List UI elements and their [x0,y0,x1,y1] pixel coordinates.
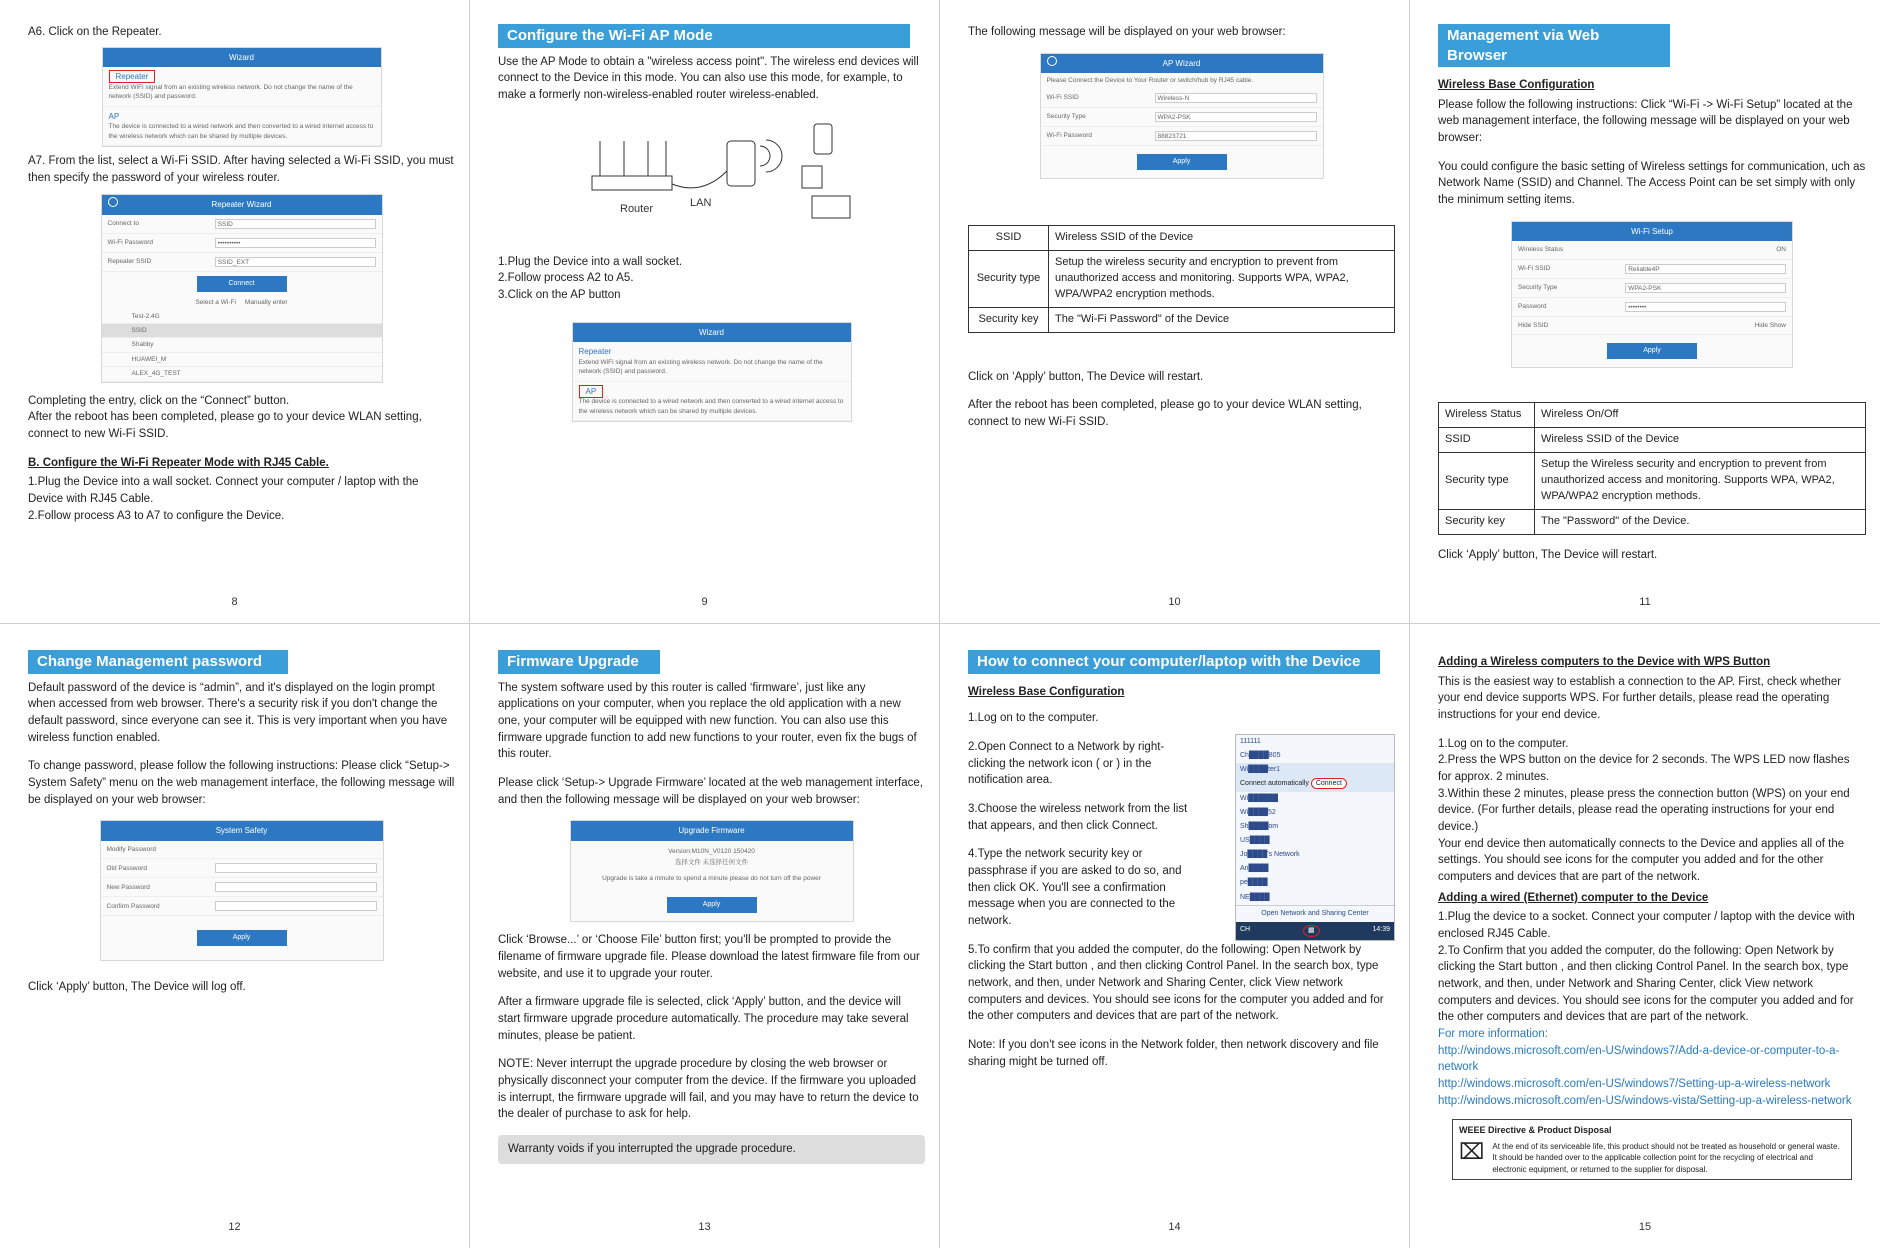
apply-button[interactable]: Apply [197,930,287,946]
table-row [1439,509,1866,534]
clock: 14:39 [1372,925,1390,933]
firmware-version: Version:M10N_V0120 150420 [668,847,755,855]
wifi-password-field[interactable]: •••••••••• [215,238,376,248]
settings-table [968,225,1395,333]
wifi-password-field[interactable]: 88823721 [1155,131,1317,141]
wizard-title: Wizard [103,48,381,68]
network-item[interactable]: pe████ [1240,879,1268,887]
password-field[interactable]: •••••••• [1625,302,1786,312]
old-password-field[interactable] [215,863,377,873]
repeater-wizard-title: Repeater Wizard [211,200,272,210]
field-label: Repeater SSID [107,258,152,266]
repeater-wizard-screenshot [101,194,383,382]
connect-button[interactable]: Connect [197,276,287,292]
ap-mode-diagram [562,116,862,226]
table-value: Wireless SSID of the Device [1535,428,1866,453]
network-item[interactable]: US████ [1240,836,1270,844]
lan-label: LAN [689,196,711,209]
wireless-toggle[interactable]: ON [1776,246,1786,254]
after-text: After a firmware upgrade file is selected, click ‘Apply’ button, and the device will start firmware upgrade procedure automatically. The procedure may take several minutes, please be patient. [498,996,909,1042]
intro-text: The system software used by this router is called ‘firmware’, just like any applications on your computer, when you replace the old application with a new one, your computer will be equipped with new function. You can also use this firmware upgrade function to add new functions to your router, even fix the bugs of this router. [498,681,917,761]
select-wifi-radio[interactable]: Select a Wi-Fi [195,299,236,307]
repeater-desc: Extend WiFi signal from an existing wireless network. Do not change the name of the network (SSID) and password. [578,358,823,376]
reboot-text: After the reboot has been completed, please go to your device WLAN setting, connect to new Wi-Fi SSID. [28,411,422,441]
network-item[interactable]: Jo████'s Network [1240,851,1300,859]
warranty-box: Warranty voids if you interrupted the upgrade procedure. [498,1135,925,1164]
repeater-option[interactable]: Repeater [578,347,612,357]
page-number: 8 [231,596,238,609]
network-tray-icon[interactable]: ▦ [1303,925,1320,937]
field-label: Connect to [107,220,139,228]
help-link[interactable]: http://windows.microsoft.com/en-US/windows7/Add-a-device-or-computer-to-a-network [1438,1044,1840,1074]
page-13 [470,624,940,1248]
wps-heading: Adding a Wireless computers to the Device with WPS Button [1438,656,1771,668]
more-info-label: For more information: [1438,1028,1548,1041]
browse-text: Click ‘Browse...’ or ‘Choose File’ button first; you'll be prompted to provide the filename of firmware upgrade file. Please download the latest firmware file from our website, and use it to upgrade your router. [498,934,920,980]
list-item[interactable]: ALEX_4G_TEST [102,367,382,381]
connect-text: Completing the entry, click on the “Connect” button. [28,394,290,407]
ap-wizard-screenshot [1040,53,1324,179]
ap-option[interactable]: AP [579,385,604,398]
back-icon[interactable] [1047,56,1057,66]
intro-text: Please follow the following instructions: Click “Wi-Fi -> Wi-Fi Setup” located at the web management interface, the following message will be displayed on your web browser: [1438,98,1853,145]
system-safety-title: System Safety [101,821,383,841]
table-key: SSID [1439,428,1535,453]
list-item[interactable]: SSID [102,324,382,338]
wifi-setup-title: Wi-Fi Setup [1512,222,1792,242]
step-1: 1.Log on to the computer. [968,712,1099,725]
page-9 [470,0,940,624]
page-15 [1410,624,1880,1248]
field-label: Wi-Fi SSID [1046,93,1079,101]
apply-text: Click on ‘Apply’ button, The Device will restart. [968,370,1204,383]
connect-button[interactable]: Connect [1311,778,1347,789]
page-14 [940,624,1410,1248]
ap-wizard-title: AP Wizard [1162,58,1201,68]
help-link[interactable]: http://windows.microsoft.com/en-US/windows7/Setting-up-a-wireless-network [1438,1078,1831,1091]
field-label: Password [1518,303,1547,310]
wizard-screenshot [572,322,852,422]
wifi-ssid-field[interactable]: Wireless-N [1155,93,1317,103]
network-item[interactable]: 111111 [1240,738,1261,745]
note-text: NOTE: Never interrupt the upgrade procedure by closing the web browser or physically disconnect your computer from the device. If the firmware you uploaded is interrupt, the firmware upgrade will fail, and you may have to return the device to the dealer of purchase to ask for help. [498,1058,919,1121]
back-icon[interactable] [108,197,118,207]
step-2: 2.Follow process A2 to A5. [498,272,634,285]
field-label: Security Type [1518,284,1558,291]
table-row [1439,428,1866,453]
table-value: Wireless On/Off [1535,403,1866,428]
table-row [969,250,1395,307]
section-title: Management via Web Browser [1438,24,1670,67]
manual-enter-radio[interactable]: Manually enter [244,299,288,307]
intro-text: This is the easiest way to establish a connection to the AP. First, check whether your end device supports WPS. For further details, please read the operating instructions for your end device. [1438,675,1842,722]
ap-desc: The device is connected to a wired network and then converted to a wired internet access to the wireless network which can be shared by multiple devices. [108,123,374,140]
list-item[interactable]: Shabby [102,338,382,352]
step-3: 3.Click on the AP button [498,288,621,301]
field-label: Wireless Status [1518,246,1564,254]
table-key: Security type [969,250,1049,307]
network-item[interactable]: An████ [1240,865,1269,873]
page-8 [0,0,470,624]
network-item[interactable]: Wi██████ [1240,794,1278,802]
page-10 [940,0,1410,624]
page-number: 12 [228,1221,241,1234]
section-title: How to connect your computer/laptop with the Device [968,650,1380,674]
apply-text: Click ‘Apply’ button, The Device will restart. [1438,548,1658,561]
field-label: Wi-Fi Password [1046,131,1093,139]
upgrade-firmware-title: Upgrade Firmware [571,821,853,841]
network-list-popup [1235,734,1395,941]
table-row [1439,403,1866,428]
intro-text: Default password of the device is “admin”, and it's displayed on the login prompt when accessed from web browser. There's a security risk if you don't change the default password, since everyone can see it. This is very important when you have wireless function enabled. [28,681,448,744]
settings-table [1438,402,1866,535]
apply-button[interactable]: Apply [1137,154,1227,170]
choose-file-button[interactable]: 选择文件 未选择任何文件 [674,859,749,867]
field-label: Old Password [106,864,147,872]
table-value: Setup the Wireless security and encryption to prevent from unauthorized access and monitoring. Supports WPA, WPA2, WPA/WPA2 encryption methods. [1535,453,1866,510]
table-key: Security type [1439,453,1535,510]
apply-text: Click ‘Apply’ button, The Device will log off. [28,981,246,994]
table-row [969,307,1395,332]
recycle-bin-icon: ⌧ [1459,1138,1485,1164]
step-b1: 1.Plug the Device into a wall socket. Connect your computer / laptop with the Device with RJ45 Cable. [28,476,419,506]
step-4: 4.Type the network security key or passphrase if you are asked to do so, and then click OK. You'll see a confirmation message when you are connected to the network. [968,848,1182,927]
table-value: Setup the wireless security and encryption to prevent from unauthorized access and monitoring. Supports WPA, WPA2, WPA/WPA2 encryption methods. [1049,250,1395,307]
wps-result: Your end device then automatically connects to the Device and applies all of the settings. You should see icons for the computer you added and for the other computers and devices that are part of the network. [1438,837,1845,884]
page-number: 15 [1638,1221,1652,1234]
network-center-link[interactable]: Open Network and Sharing Center [1236,905,1394,922]
field-label: Hide SSID [1518,321,1549,329]
connect-to-field[interactable]: SSID [215,219,376,229]
network-item[interactable]: Ch████805 [1240,752,1281,760]
step-5: 5.To confirm that you added the computer, do the following: Open Network by clicking the Start button , and then clicking Control Panel. In the search box, type network, and then, under Network and Sharing Center, click View network computers and devices. You should see icons for the computer you added and for the other computers and devices that are part of the network. [968,943,1384,1023]
instructions-text: To change password, please follow the following instructions: Please click “Setup-> System Safety” menu on the web management interface, the following message will be displayed on your web browser: [28,760,455,806]
field-label: Confirm Password [106,902,160,910]
apply-button[interactable]: Apply [667,897,757,913]
upgrade-firmware-screenshot [570,820,854,922]
table-row [969,225,1395,250]
intro-text: Use the AP Mode to obtain a "wireless access point". The wireless end devices will connect to the Device in this mode. You can also use this mode, for example, to make a formerly non-wireless-enabled router wireless-enabled. [498,55,919,101]
new-password-field[interactable] [215,882,377,892]
field-label: Security Type [1046,112,1086,120]
network-item[interactable]: Sh████om [1240,822,1279,830]
list-item[interactable]: Test-2.4G [102,310,382,324]
sub-heading: Wireless Base Configuration [1438,79,1595,91]
security-type-select[interactable]: WPA2-PSK [1155,112,1317,122]
help-link[interactable]: http://windows.microsoft.com/en-US/windows-vista/Setting-up-a-wireless-network [1438,1094,1852,1107]
ap-wizard-note: Please Connect the Device to Your Router or switch/hub by RJ45 cable. [1046,77,1254,85]
apply-button[interactable]: Apply [1607,343,1697,359]
repeater-desc: Extend WiFi signal from an existing wireless network. Do not change the name of the network (SSID) and password. [108,83,353,101]
upgrade-note: Upgrade is take a minute to spend a minute please do not turn off the power [602,874,821,882]
weee-title: WEEE Directive & Product Disposal [1459,1125,1612,1136]
list-item[interactable]: HUAWEI_M [102,353,382,367]
wps-step-2: 2.Press the WPS button on the device for 2 seconds. The WPS LED now flashes for approx. 2 minutes. [1438,754,1850,784]
eth-step-2: 2.To Confirm that you added the computer, do the following: Open Network by clicking the Start button , and then clicking Control Panel. In the search box, type network, and then, under Network and Sharing Center, click View network computers and devices. You should see icons for the computer you added and for the other computers and devices that are part of the network. [1438,944,1854,1024]
repeater-option[interactable]: Repeater [109,70,156,83]
reboot-text: After the reboot has been completed, please go to your device WLAN setting, connect to new Wi-Fi SSID. [968,399,1362,428]
wifi-setup-screenshot [1511,221,1793,369]
section-b-heading: B. Configure the Wi-Fi Repeater Mode with RJ45 Cable. [28,456,329,469]
instructions-text: Please click ‘Setup-> Upgrade Firmware’ located at the web management interface, and then the following message will be displayed on your web browser: [498,776,923,806]
table-key: Wireless Status [1439,403,1535,428]
wifi-ssid-field[interactable]: Reliable4P [1625,264,1786,274]
ethernet-heading: Adding a wired (Ethernet) computer to the Device [1438,891,1709,904]
router-label: Router [619,202,653,215]
wps-step-1: 1.Log on to the computer. [1438,737,1569,750]
table-value: Wireless SSID of the Device [1049,225,1395,250]
hide-ssid-toggle[interactable]: Hide Show [1754,321,1786,329]
field-label: New Password [106,883,150,891]
step-2: 2.Open Connect to a Network by right-clicking the network icon ( or ) in the notification area. [968,740,1165,787]
page-number: 14 [1168,1221,1181,1234]
intro-text-2: You could configure the basic setting of Wireless settings for communication, uch as Network Name (SSID) and Channel. The Access Point can be set simply with only the minimum setting items. [1438,160,1866,207]
step-b2: 2.Follow process A3 to A7 to configure the Device. [28,509,285,522]
language-indicator: CH [1240,925,1251,933]
ap-desc: The device is connected to a wired network and then converted to a wired internet access to the wireless network which can be shared by multiple devices. [578,398,844,415]
security-type-select[interactable]: WPA2-PSK [1625,283,1786,293]
field-label: Wi-Fi Password [107,239,154,247]
network-item[interactable]: Wi████ter1 [1236,763,1394,777]
page-12 [0,624,470,1248]
section-title: Change Management password [28,650,288,674]
eth-step-1: 1.Plug the device to a socket. Connect your computer / laptop with the device with enclosed RJ45 Cable. [1438,911,1855,941]
step-1: 1.Plug the Device into a wall socket. [498,255,683,268]
page-number: 10 [1168,596,1181,609]
table-value: The "Wi-Fi Password" of the Device [1049,307,1395,332]
weee-box [1452,1119,1852,1180]
page-number: 11 [1639,596,1651,609]
step-a7: A7. From the list, select a Wi-Fi SSID. After having selected a Wi-Fi SSID, you must then specify the password of your wireless router. [28,155,454,184]
wizard-title: Wizard [573,323,851,343]
section-title: Configure the Wi-Fi AP Mode [498,24,910,48]
wizard-screenshot [102,47,382,147]
section-title: Firmware Upgrade [498,650,660,674]
connect-auto-checkbox[interactable]: Connect automatically [1240,780,1309,788]
wps-step-3: 3.Within these 2 minutes, please press the connection button (WPS) on your end device. (For further details, please read the operating instructions for your end device.) [1438,787,1850,834]
table-key: SSID [969,225,1049,250]
network-item[interactable]: Wi████52 [1240,808,1276,816]
page-number: 9 [701,596,708,609]
field-label: Wi-Fi SSID [1518,265,1551,272]
intro-text: The following message will be displayed on your web browser: [968,26,1286,38]
page-11 [1410,0,1880,624]
system-safety-screenshot [100,820,384,961]
network-item[interactable]: NE████ [1240,893,1270,901]
repeater-ssid-field[interactable]: SSID_EXT [215,257,376,267]
weee-text: At the end of its serviceable life, this product should not be treated as household or general waste. It should be handed over to the applicable collection point for the recycling of electrical and electronic equipment, or returned to the supplier for disposal. [1492,1141,1840,1174]
table-key: Security key [969,307,1049,332]
table-row [1439,453,1866,510]
step-a6: A6. Click on the Repeater. [28,26,162,38]
sub-heading: Wireless Base Configuration [968,685,1125,698]
table-key: Security key [1439,509,1535,534]
modify-password-label: Modify Password [106,845,156,853]
table-value: The "Password" of the Device. [1535,509,1866,534]
confirm-password-field[interactable] [215,901,377,911]
page-number: 13 [698,1221,711,1234]
step-3: 3.Choose the wireless network from the list that appears, and then click Connect. [968,802,1188,832]
note-text: Note: If you don't see icons in the Network folder, then network discovery and file sharing might be turned off. [968,1038,1379,1068]
ap-option[interactable]: AP [108,111,120,121]
